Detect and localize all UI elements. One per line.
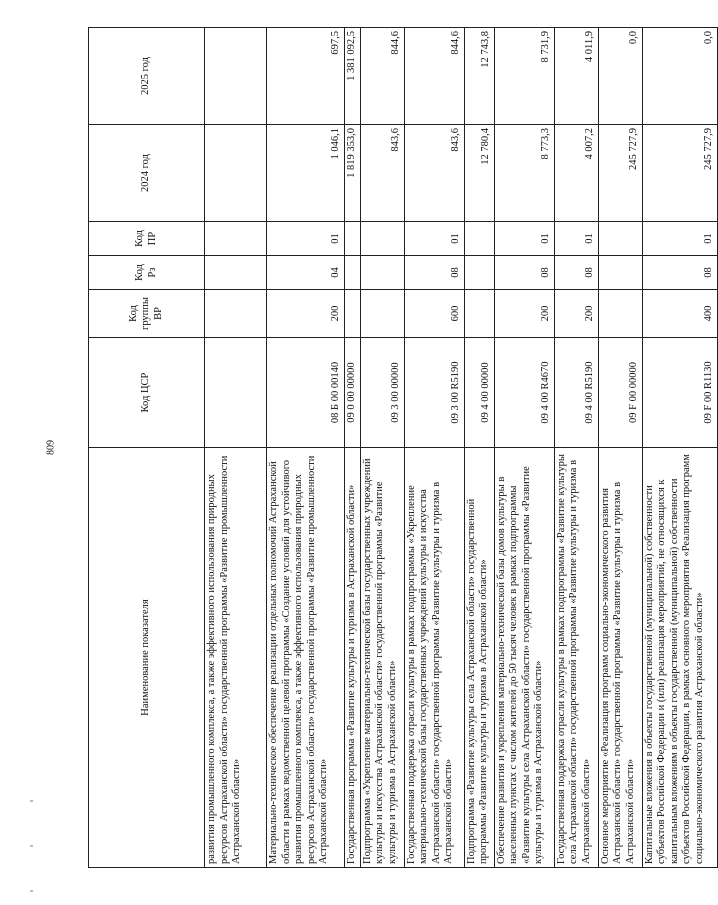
cell-name: Материально-техническое обеспечение реализации отдельных полномочий Астраханской области в рамках ведомственной целевой программы «Создание условий для устойчивого развития промышленного комплекса, а также эффективного использования природных ресурсов Астраханской области» государственной программы «Развитие промышленности Астраханской области» [267,448,345,868]
cell-csr: 09 0 00 00000 [345,338,361,448]
cell-2024: 1 046,1 [267,125,345,222]
table-row [494,28,554,868]
cell-csr: 09 4 00 R4670 [494,338,554,448]
cell-2025: 0,0 [598,28,642,125]
cell-vr [205,290,267,338]
scan-mark [30,845,33,847]
table-row [345,28,361,868]
cell-2025: 844,6 [404,28,464,125]
page-number: 809 [45,440,57,455]
cell-2025: 844,6 [360,28,404,125]
cell-2024: 4 007,2 [554,125,598,222]
cell-csr [205,338,267,448]
cell-name: Подпрограмма «Развитие культуры села Астраханской области» государственной программы «Развитие культуры и туризма в Астраханской области» [464,448,494,868]
cell-rz: 08 [404,256,464,290]
cell-csr: 09 4 00 R5190 [554,338,598,448]
cell-2025: 697,5 [267,28,345,125]
cell-vr [345,290,361,338]
table-header-row [89,28,205,868]
table-row [404,28,464,868]
cell-2024: 8 773,3 [494,125,554,222]
cell-2025: 8 731,9 [494,28,554,125]
cell-rz: 08 [554,256,598,290]
table-row [598,28,642,868]
header-name: Наименование показателя [89,448,205,868]
cell-2024: 12 780,4 [464,125,494,222]
cell-pr [345,222,361,256]
cell-vr: 400 [642,290,717,338]
table-row [267,28,345,868]
cell-vr [464,290,494,338]
cell-csr: 09 4 00 00000 [464,338,494,448]
cell-rz [345,256,361,290]
cell-csr: 08 Б 00 00140 [267,338,345,448]
cell-2025 [205,28,267,125]
cell-2025: 12 743,8 [464,28,494,125]
cell-pr [464,222,494,256]
cell-name: Подпрограмма «Укрепление материально-технической базы государственных учреждений культуры и искусства Астраханской области» государственной программы «Развитие культуры и туризма в Астраханской области» [360,448,404,868]
scan-mark [30,800,33,802]
cell-rz: 04 [267,256,345,290]
header-pr: Код ПР [89,222,205,256]
budget-table [88,27,718,868]
table-row [205,28,267,868]
cell-vr: 200 [494,290,554,338]
cell-name: Основное мероприятие «Реализация программ социально-экономического развития Астраханской области» государственной программы «Развитие культуры и туризма в Астраханской области» [598,448,642,868]
cell-csr: 09 F 00 R1130 [642,338,717,448]
cell-rz [598,256,642,290]
cell-2024: 843,6 [404,125,464,222]
cell-2024: 843,6 [360,125,404,222]
cell-pr: 01 [494,222,554,256]
cell-vr: 200 [267,290,345,338]
cell-csr: 09 3 00 00000 [360,338,404,448]
table-row [464,28,494,868]
cell-csr: 09 3 00 R5190 [404,338,464,448]
cell-pr: 01 [404,222,464,256]
header-csr: Код ЦСР [89,338,205,448]
cell-pr [360,222,404,256]
cell-rz [464,256,494,290]
cell-vr [598,290,642,338]
rotated-table-wrapper [88,28,714,868]
cell-2024: 245 727,9 [642,125,717,222]
header-vr: Код группы ВР [89,290,205,338]
cell-csr: 09 F 00 00000 [598,338,642,448]
cell-vr: 200 [554,290,598,338]
header-2025: 2025 год [89,28,205,125]
cell-name: Государственная поддержка отрасли культуры в рамках подпрограммы «Укрепление материально-технической базы государственных учреждений культуры и искусства Астраханской области» государственной программы «Развитие культуры и туризма в Астраханской области» [404,448,464,868]
cell-name: Государственная поддержка отрасли культуры в рамках подпрограммы «Развитие культуры села Астраханской области» государственной программы «Развитие культуры и туризма в Астраханской области» [554,448,598,868]
cell-pr [205,222,267,256]
table-row [642,28,717,868]
cell-pr: 01 [554,222,598,256]
cell-2024: 245 727,9 [598,125,642,222]
cell-rz [360,256,404,290]
cell-2024: 1 819 353,0 [345,125,361,222]
cell-name: Государственная программа «Развитие культуры и туризма в Астраханской области» [345,448,361,868]
table-row [554,28,598,868]
header-2024: 2024 год [89,125,205,222]
cell-rz: 08 [642,256,717,290]
cell-pr [598,222,642,256]
cell-name: Капитальные вложения в объекты государственной (муниципальной) собственности субъектов Российской Федерации и (или) реализация мероприятий, не относящихся к капитальным вложениям в объекты государственной (муниципальной) собственности субъектов Российской Федерации, в рамках основного мероприятия «Реализация программ социально-экономического развития Астраханской области» [642,448,717,868]
cell-name: Обеспечение развития и укрепления материально-технической базы домов культуры в населенных пунктах с числом жителей до 50 тысяч человек в рамках подпрограммы «Развитие культуры села Астраханской области» государственной программы «Развитие культуры и туризма в Астраханской области» [494,448,554,868]
header-rz: Код Рз [89,256,205,290]
cell-rz [205,256,267,290]
cell-2024 [205,125,267,222]
cell-2025: 4 011,9 [554,28,598,125]
cell-name: развития промышленного комплекса, а также эффективного использования природных ресурсов Астраханской области» государственной программы «Развитие промышленности Астраханской области» [205,448,267,868]
cell-vr [360,290,404,338]
scan-mark [30,890,33,892]
cell-pr: 01 [642,222,717,256]
cell-2025: 1 381 092,5 [345,28,361,125]
cell-2025: 0,0 [642,28,717,125]
cell-vr: 600 [404,290,464,338]
cell-rz: 08 [494,256,554,290]
cell-pr: 01 [267,222,345,256]
table-row [360,28,404,868]
